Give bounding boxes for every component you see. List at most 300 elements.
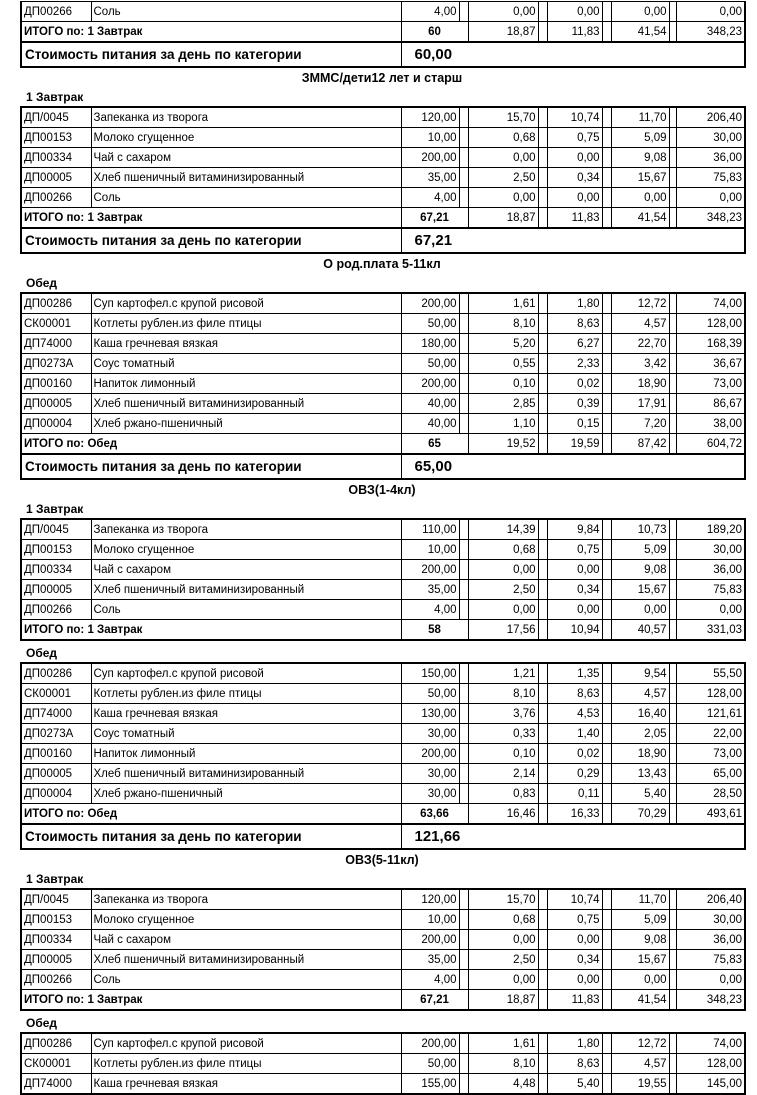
table-row — [21, 168, 745, 188]
column-gap — [602, 394, 611, 414]
daily-cost-label: Стоимость питания за день по категории — [21, 824, 401, 849]
dish-value-1: 0,00 — [468, 560, 538, 580]
column-gap — [459, 684, 468, 704]
dish-name: Соль — [91, 970, 401, 990]
column-gap — [602, 663, 611, 684]
itogo-value-3: 70,29 — [611, 804, 669, 825]
column-gap — [669, 560, 676, 580]
column-gap — [538, 1074, 547, 1095]
column-gap — [459, 519, 468, 540]
meal-label: Обед — [26, 646, 58, 660]
column-gap — [538, 334, 547, 354]
dish-value-1: 1,61 — [468, 293, 538, 314]
column-gap — [538, 784, 547, 804]
dish-value-1: 0,00 — [468, 2, 538, 22]
column-gap — [538, 208, 547, 229]
column-gap — [669, 990, 676, 1011]
dish-value-1: 14,39 — [468, 519, 538, 540]
dish-name: Соус томатный — [91, 354, 401, 374]
column-gap — [459, 910, 468, 930]
itogo-value-3: 41,54 — [611, 208, 669, 229]
itogo-value-4: 604,72 — [676, 434, 745, 455]
meal-label: 1 Завтрак — [26, 872, 84, 886]
dish-qty: 200,00 — [401, 148, 459, 168]
column-gap — [669, 663, 676, 684]
column-gap — [538, 600, 547, 620]
itogo-qty: 63,66 — [401, 804, 468, 825]
dish-value-2: 0,02 — [547, 744, 602, 764]
dish-value-1: 2,50 — [468, 950, 538, 970]
column-gap — [538, 663, 547, 684]
table-row — [21, 560, 745, 580]
column-gap — [669, 804, 676, 825]
dish-value-1: 1,21 — [468, 663, 538, 684]
dish-qty: 40,00 — [401, 394, 459, 414]
column-gap — [669, 684, 676, 704]
dish-value-2: 10,74 — [547, 107, 602, 128]
dish-table — [20, 292, 746, 455]
dish-value-4: 73,00 — [676, 744, 745, 764]
dish-value-2: 0,02 — [547, 374, 602, 394]
column-gap — [602, 620, 611, 641]
column-gap — [669, 930, 676, 950]
dish-qty: 50,00 — [401, 354, 459, 374]
itogo-qty: 58 — [401, 620, 468, 641]
dish-value-1: 4,48 — [468, 1074, 538, 1095]
dish-value-4: 30,00 — [676, 910, 745, 930]
dish-code: ДП00286 — [21, 663, 91, 684]
itogo-label: ИТОГО по: Обед — [21, 434, 401, 455]
table-row — [21, 354, 745, 374]
dish-value-2: 8,63 — [547, 1054, 602, 1074]
column-gap — [538, 704, 547, 724]
dish-code: ДП00005 — [21, 580, 91, 600]
table-row — [21, 970, 745, 990]
itogo-row — [21, 208, 745, 229]
dish-value-2: 1,80 — [547, 293, 602, 314]
table-row — [21, 764, 745, 784]
column-gap — [538, 188, 547, 208]
column-gap — [602, 724, 611, 744]
column-gap — [669, 22, 676, 43]
dish-value-1: 0,00 — [468, 930, 538, 950]
dish-value-2: 1,40 — [547, 724, 602, 744]
dish-value-2: 0,00 — [547, 2, 602, 22]
dish-table — [20, 106, 746, 229]
column-gap — [602, 168, 611, 188]
dish-name: Соль — [91, 2, 401, 22]
column-gap — [459, 600, 468, 620]
column-gap — [669, 970, 676, 990]
report-body — [20, 1, 757, 1095]
dish-value-4: 0,00 — [676, 2, 745, 22]
dish-code: ДП/0045 — [21, 889, 91, 910]
column-gap — [669, 2, 676, 22]
dish-qty: 200,00 — [401, 744, 459, 764]
column-gap — [669, 188, 676, 208]
itogo-value-4: 348,23 — [676, 208, 745, 229]
itogo-label: ИТОГО по: 1 Завтрак — [21, 22, 401, 43]
column-gap — [459, 354, 468, 374]
itogo-value-1: 18,87 — [468, 22, 538, 43]
itogo-value-1: 17,56 — [468, 620, 538, 641]
dish-name: Хлеб ржано-пшеничный — [91, 784, 401, 804]
itogo-value-1: 18,87 — [468, 208, 538, 229]
dish-qty: 120,00 — [401, 889, 459, 910]
column-gap — [669, 314, 676, 334]
dish-code: ДП/0045 — [21, 519, 91, 540]
dish-code: ДП00004 — [21, 784, 91, 804]
itogo-value-3: 41,54 — [611, 990, 669, 1011]
dish-value-1: 0,68 — [468, 540, 538, 560]
table-row — [21, 704, 745, 724]
dish-name: Чай с сахаром — [91, 930, 401, 950]
itogo-row — [21, 434, 745, 455]
column-gap — [602, 600, 611, 620]
column-gap — [602, 540, 611, 560]
category-title: О род.плата 5-11кл — [323, 257, 441, 271]
meal-label: 1 Завтрак — [26, 90, 84, 104]
dish-code: ДП74000 — [21, 334, 91, 354]
dish-value-3: 18,90 — [611, 744, 669, 764]
column-gap — [538, 1033, 547, 1054]
column-gap — [538, 560, 547, 580]
column-gap — [602, 128, 611, 148]
column-gap — [669, 910, 676, 930]
column-gap — [669, 889, 676, 910]
dish-value-4: 128,00 — [676, 1054, 745, 1074]
column-gap — [459, 704, 468, 724]
dish-name: Суп картофел.с крупой рисовой — [91, 663, 401, 684]
dish-value-1: 2,50 — [468, 580, 538, 600]
itogo-value-2: 11,83 — [547, 208, 602, 229]
dish-name: Молоко сгущенное — [91, 540, 401, 560]
dish-name: Хлеб пшеничный витаминизированный — [91, 764, 401, 784]
dish-value-1: 5,20 — [468, 334, 538, 354]
dish-table — [20, 1, 746, 43]
column-gap — [538, 128, 547, 148]
dish-value-3: 9,54 — [611, 663, 669, 684]
dish-name: Хлеб пшеничный витаминизированный — [91, 580, 401, 600]
dish-value-2: 2,33 — [547, 354, 602, 374]
column-gap — [538, 168, 547, 188]
dish-value-1: 2,50 — [468, 168, 538, 188]
itogo-value-2: 11,83 — [547, 990, 602, 1011]
dish-value-1: 15,70 — [468, 889, 538, 910]
dish-name: Чай с сахаром — [91, 560, 401, 580]
column-gap — [669, 354, 676, 374]
column-gap — [459, 107, 468, 128]
dish-value-2: 0,34 — [547, 168, 602, 188]
dish-value-3: 5,09 — [611, 910, 669, 930]
dish-name: Запеканка из творога — [91, 519, 401, 540]
dish-code: ДП00334 — [21, 148, 91, 168]
itogo-label: ИТОГО по: 1 Завтрак — [21, 620, 401, 641]
dish-code: СК00001 — [21, 684, 91, 704]
column-gap — [602, 1054, 611, 1074]
itogo-qty: 60 — [401, 22, 468, 43]
column-gap — [538, 22, 547, 43]
dish-code: ДП00266 — [21, 970, 91, 990]
column-gap — [602, 950, 611, 970]
column-gap — [669, 293, 676, 314]
itogo-value-2: 11,83 — [547, 22, 602, 43]
itogo-qty: 65 — [401, 434, 468, 455]
dish-value-4: 36,00 — [676, 560, 745, 580]
dish-qty: 155,00 — [401, 1074, 459, 1095]
dish-qty: 130,00 — [401, 704, 459, 724]
column-gap — [538, 148, 547, 168]
dish-name: Соль — [91, 600, 401, 620]
dish-code: ДП00266 — [21, 600, 91, 620]
itogo-value-4: 493,61 — [676, 804, 745, 825]
dish-value-1: 0,68 — [468, 910, 538, 930]
dish-value-1: 1,61 — [468, 1033, 538, 1054]
dish-value-1: 3,76 — [468, 704, 538, 724]
daily-cost-table — [20, 823, 746, 850]
column-gap — [459, 168, 468, 188]
column-gap — [669, 600, 676, 620]
itogo-value-4: 348,23 — [676, 990, 745, 1011]
dish-qty: 10,00 — [401, 540, 459, 560]
column-gap — [602, 519, 611, 540]
dish-code: ДП0273А — [21, 354, 91, 374]
dish-value-4: 30,00 — [676, 540, 745, 560]
table-row — [21, 334, 745, 354]
dish-qty: 40,00 — [401, 414, 459, 434]
dish-name: Суп картофел.с крупой рисовой — [91, 1033, 401, 1054]
dish-value-3: 18,90 — [611, 374, 669, 394]
dish-value-3: 17,91 — [611, 394, 669, 414]
column-gap — [602, 930, 611, 950]
dish-value-4: 36,00 — [676, 148, 745, 168]
column-gap — [538, 1054, 547, 1074]
column-gap — [669, 1054, 676, 1074]
table-row — [21, 314, 745, 334]
dish-value-2: 0,75 — [547, 540, 602, 560]
daily-cost-row — [21, 42, 745, 67]
column-gap — [538, 314, 547, 334]
column-gap — [602, 208, 611, 229]
dish-qty: 200,00 — [401, 293, 459, 314]
dish-value-4: 65,00 — [676, 764, 745, 784]
daily-cost-table — [20, 227, 746, 254]
column-gap — [459, 128, 468, 148]
dish-value-2: 4,53 — [547, 704, 602, 724]
dish-value-4: 0,00 — [676, 188, 745, 208]
column-gap — [669, 394, 676, 414]
dish-name: Хлеб ржано-пшеничный — [91, 414, 401, 434]
daily-cost-row — [21, 824, 745, 849]
dish-value-3: 9,08 — [611, 930, 669, 950]
column-gap — [669, 374, 676, 394]
column-gap — [602, 1033, 611, 1054]
column-gap — [602, 148, 611, 168]
dish-value-4: 168,39 — [676, 334, 745, 354]
dish-qty: 35,00 — [401, 168, 459, 188]
column-gap — [669, 148, 676, 168]
dish-qty: 10,00 — [401, 128, 459, 148]
dish-value-2: 5,40 — [547, 1074, 602, 1095]
column-gap — [602, 889, 611, 910]
dish-qty: 200,00 — [401, 560, 459, 580]
dish-value-3: 11,70 — [611, 107, 669, 128]
table-row — [21, 744, 745, 764]
dish-code: ДП00153 — [21, 910, 91, 930]
dish-code: ДП/0045 — [21, 107, 91, 128]
dish-value-1: 15,70 — [468, 107, 538, 128]
table-row — [21, 724, 745, 744]
dish-qty: 50,00 — [401, 314, 459, 334]
dish-qty: 30,00 — [401, 724, 459, 744]
dish-value-4: 75,83 — [676, 950, 745, 970]
dish-code: ДП00153 — [21, 128, 91, 148]
dish-value-3: 5,40 — [611, 784, 669, 804]
dish-value-1: 2,85 — [468, 394, 538, 414]
itogo-value-3: 87,42 — [611, 434, 669, 455]
column-gap — [669, 950, 676, 970]
column-gap — [602, 704, 611, 724]
column-gap — [669, 168, 676, 188]
dish-name: Запеканка из творога — [91, 889, 401, 910]
column-gap — [669, 704, 676, 724]
dish-value-1: 0,83 — [468, 784, 538, 804]
column-gap — [538, 889, 547, 910]
column-gap — [459, 764, 468, 784]
column-gap — [602, 1074, 611, 1095]
column-gap — [538, 293, 547, 314]
dish-value-3: 16,40 — [611, 704, 669, 724]
column-gap — [459, 663, 468, 684]
dish-value-2: 0,00 — [547, 560, 602, 580]
dish-value-3: 7,20 — [611, 414, 669, 434]
dish-value-1: 1,10 — [468, 414, 538, 434]
dish-value-3: 5,09 — [611, 540, 669, 560]
table-row — [21, 930, 745, 950]
table-row — [21, 1054, 745, 1074]
itogo-qty: 67,21 — [401, 990, 468, 1011]
dish-qty: 150,00 — [401, 663, 459, 684]
dish-code: СК00001 — [21, 314, 91, 334]
dish-value-1: 0,00 — [468, 970, 538, 990]
dish-value-2: 0,00 — [547, 148, 602, 168]
dish-value-4: 75,83 — [676, 168, 745, 188]
column-gap — [459, 314, 468, 334]
dish-value-4: 0,00 — [676, 970, 745, 990]
column-gap — [669, 107, 676, 128]
dish-value-2: 0,34 — [547, 950, 602, 970]
dish-value-2: 0,00 — [547, 600, 602, 620]
dish-name: Каша гречневая вязкая — [91, 334, 401, 354]
dish-qty: 200,00 — [401, 930, 459, 950]
dish-value-2: 0,11 — [547, 784, 602, 804]
dish-qty: 4,00 — [401, 188, 459, 208]
dish-code: ДП74000 — [21, 1074, 91, 1095]
dish-name: Молоко сгущенное — [91, 910, 401, 930]
dish-value-2: 1,35 — [547, 663, 602, 684]
dish-value-2: 6,27 — [547, 334, 602, 354]
dish-value-2: 0,75 — [547, 910, 602, 930]
column-gap — [669, 208, 676, 229]
column-gap — [602, 107, 611, 128]
table-row — [21, 148, 745, 168]
itogo-value-2: 10,94 — [547, 620, 602, 641]
column-gap — [459, 148, 468, 168]
dish-value-2: 8,63 — [547, 684, 602, 704]
itogo-value-4: 348,23 — [676, 22, 745, 43]
dish-value-3: 5,09 — [611, 128, 669, 148]
dish-qty: 35,00 — [401, 580, 459, 600]
column-gap — [602, 580, 611, 600]
itogo-row — [21, 620, 745, 641]
dish-value-3: 13,43 — [611, 764, 669, 784]
dish-table — [20, 888, 746, 1011]
column-gap — [669, 580, 676, 600]
dish-code: ДП00005 — [21, 168, 91, 188]
dish-qty: 4,00 — [401, 2, 459, 22]
column-gap — [669, 724, 676, 744]
dish-value-4: 22,00 — [676, 724, 745, 744]
dish-value-2: 0,00 — [547, 930, 602, 950]
column-gap — [602, 188, 611, 208]
dish-value-2: 0,34 — [547, 580, 602, 600]
dish-value-2: 0,39 — [547, 394, 602, 414]
daily-cost-table — [20, 453, 746, 480]
category-title: ОВЗ(5-11кл) — [345, 853, 419, 867]
column-gap — [538, 2, 547, 22]
column-gap — [669, 128, 676, 148]
dish-value-1: 0,00 — [468, 148, 538, 168]
column-gap — [602, 414, 611, 434]
table-row — [21, 663, 745, 684]
dish-name: Напиток лимонный — [91, 374, 401, 394]
itogo-value-2: 19,59 — [547, 434, 602, 455]
column-gap — [538, 540, 547, 560]
dish-value-2: 0,29 — [547, 764, 602, 784]
column-gap — [538, 764, 547, 784]
column-gap — [602, 293, 611, 314]
table-row — [21, 1033, 745, 1054]
column-gap — [669, 764, 676, 784]
dish-value-3: 9,08 — [611, 560, 669, 580]
dish-value-3: 10,73 — [611, 519, 669, 540]
dish-code: СК00001 — [21, 1054, 91, 1074]
dish-code: ДП00004 — [21, 414, 91, 434]
dish-code: ДП00005 — [21, 394, 91, 414]
dish-code: ДП74000 — [21, 704, 91, 724]
column-gap — [602, 334, 611, 354]
column-gap — [538, 910, 547, 930]
table-row — [21, 414, 745, 434]
itogo-row — [21, 804, 745, 825]
column-gap — [459, 188, 468, 208]
dish-value-3: 12,72 — [611, 1033, 669, 1054]
meal-label: Обед — [26, 1016, 58, 1030]
dish-code: ДП00334 — [21, 930, 91, 950]
dish-code: ДП00160 — [21, 744, 91, 764]
dish-value-3: 15,67 — [611, 580, 669, 600]
dish-value-3: 2,05 — [611, 724, 669, 744]
dish-name: Молоко сгущенное — [91, 128, 401, 148]
dish-qty: 200,00 — [401, 1033, 459, 1054]
column-gap — [669, 414, 676, 434]
column-gap — [459, 540, 468, 560]
column-gap — [602, 314, 611, 334]
itogo-label: ИТОГО по: 1 Завтрак — [21, 990, 401, 1011]
dish-value-4: 30,00 — [676, 128, 745, 148]
dish-value-3: 3,42 — [611, 354, 669, 374]
daily-cost-row — [21, 228, 745, 253]
